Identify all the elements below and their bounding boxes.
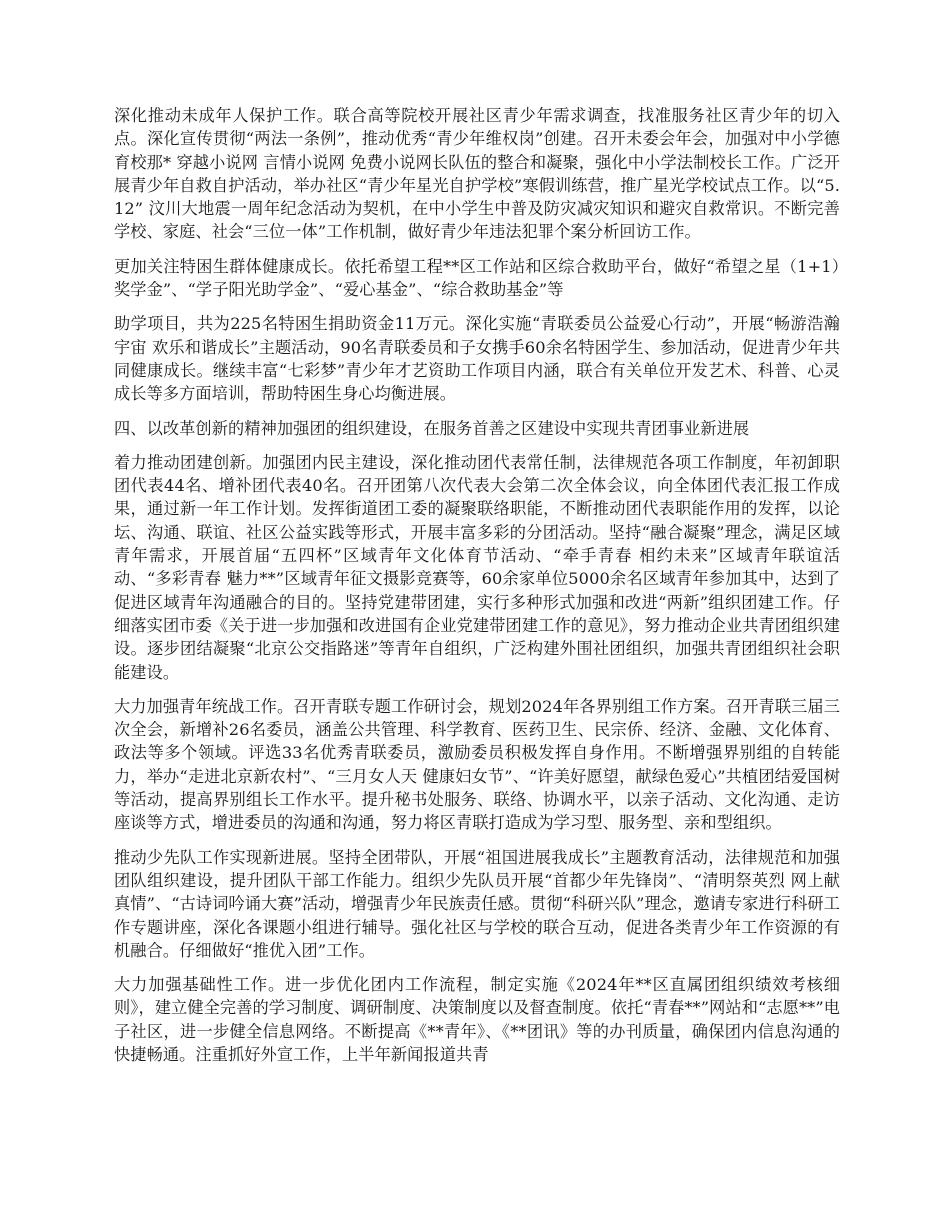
paragraph-needy-students: 更加关注特困生群体健康成长。依托希望工程**区工作站和区综合救助平台，做好“希望之星（1+1）奖学金”、“学子阳光助学金”、“爱心基金”、“综合救助基金”等 [114, 256, 840, 300]
paragraph-minor-protection: 深化推动未成年人保护工作。联合高等院校开展社区青少年需求调查，找准服务社区青少年的切入点。深化宣传贯彻“两法一条例”，推动优秀“青少年维权岗”创建。召开未委会年会，加强对中小学德育校那* 穿越小说网 言情小说网 免费小说网长队伍的整合和凝聚，强化中小学法制校长工作。广泛开展青少年自救自护活动，举办社区“青少年星光自护学校”寒假训练营，推广星光学校试点工作。以“5.12” 汶川大地震一周年纪念活动为契机，在中小学生中普及防灾减灾知识和避灾自救常识。不断完善学校、家庭、社会“三位一体”工作机制，做好青少年违法犯罪个案分析回访工作。 [114, 106, 840, 242]
paragraph-basic-work: 大力加强基础性工作。进一步优化团内工作流程，制定实施《2024年**区直属团组织绩效考核细则》，建立健全完善的学习制度、调研制度、决策制度以及督查制度。依托“青春**”网站和“志愿**”电子社区，进一步健全信息网络。不断提高《**青年》、《**团讯》等的办刊质量，确保团内信息沟通的快捷畅通。注重抓好外宣工作，上半年新闻报道共青 [114, 975, 840, 1064]
paragraph-aid-projects: 助学项目，共为225名特困生捐助资金11万元。深化实施“青联委员公益爱心行动”，开展“畅游浩瀚宇宙 欢乐和谐成长”主题活动，90名青联委员和子女携手60余名特困学生、参加活动，促进青少年共同健康成长。继续丰富“七彩梦”青少年才艺资助工作项目内涵，联合有关单位开发艺术、科普、心灵成长等多方面培训，帮助特困生身心均衡进展。 [114, 314, 840, 404]
document-body [114, 104, 840, 1077]
section-heading-organization: 四、以改革创新的精神加强团的组织建设，在服务首善之区建设中实现共青团事业新进展 [114, 418, 750, 438]
paragraph-league-building: 着力推动团建创新。加强团内民主建设，深化推动团代表常任制，法律规范各项工作制度，年初卸职团代表44名、增补团代表40名。召开团第八次代表大会第二次全体会议，向全体团代表汇报工作成果，通过新一年工作计划。发挥街道团工委的凝聚联络职能，不断推动团代表职能作用的发挥，以论坛、沟通、联谊、社区公益实践等形式，开展丰富多彩的分团活动。坚持“融合凝聚”理念，满足区域青年需求，开展首届“五四杯”区域青年文化体育节活动、“牵手青春 相约未来”区域青年联谊活动、“多彩青春 魅力**”区域青年征文摄影竞赛等，60余家单位5000余名区域青年参加其中，达到了促进区域青年沟通融合的目的。坚持党建带团建，实行多种形式加强和改进“两新”组织团建工作。仔细落实团市委《关于进一步加强和改进国有企业党建带团建工作的意见》，努力推动企业共青团组织建设。逐步团结凝聚“北京公交指路迷”等青年自组织，广泛构建外围社团组织，加强共青团组织社会职能建设。 [114, 452, 840, 682]
paragraph-united-front: 大力加强青年统战工作。召开青联专题工作研讨会，规划2024年各界别组工作方案。召开青联三届三次全会，新增补26名委员，涵盖公共管理、科学教育、医药卫生、民宗侨、经济、金融、文化体育、政法等多个领域。评选33名优秀青联委员，激励委员积极发挥自身作用。不断增强界别组的自转能力，举办“走进北京新农村”、“三月女人天 健康妇女节”、“许美好愿望，献绿色爱心”共植团结爱国树等活动，提高界别组长工作水平。提升秘书处服务、联络、协调水平，以亲子活动、文化沟通、走访座谈等方式，增进委员的沟通和沟通，努力将区青联打造成为学习型、服务型、亲和型组织。 [114, 696, 840, 833]
paragraph-young-pioneers: 推动少先队工作实现新进展。坚持全团带队，开展“祖国进展我成长”主题教育活动，法律规范和加强团队组织建设，提升团队干部工作能力。组织少先队员开展“首都少年先锋岗”、“清明祭英烈 网上献真情”、“古诗词吟诵大赛”活动，增强青少年民族责任感。贯彻“科研兴队”理念，邀请专家进行科研工作专题讲座，深化各课题小组进行辅导。强化社区与学校的联合互动，促进各类青少年工作资源的有机融合。仔细做好“推优入团”工作。 [114, 847, 840, 960]
